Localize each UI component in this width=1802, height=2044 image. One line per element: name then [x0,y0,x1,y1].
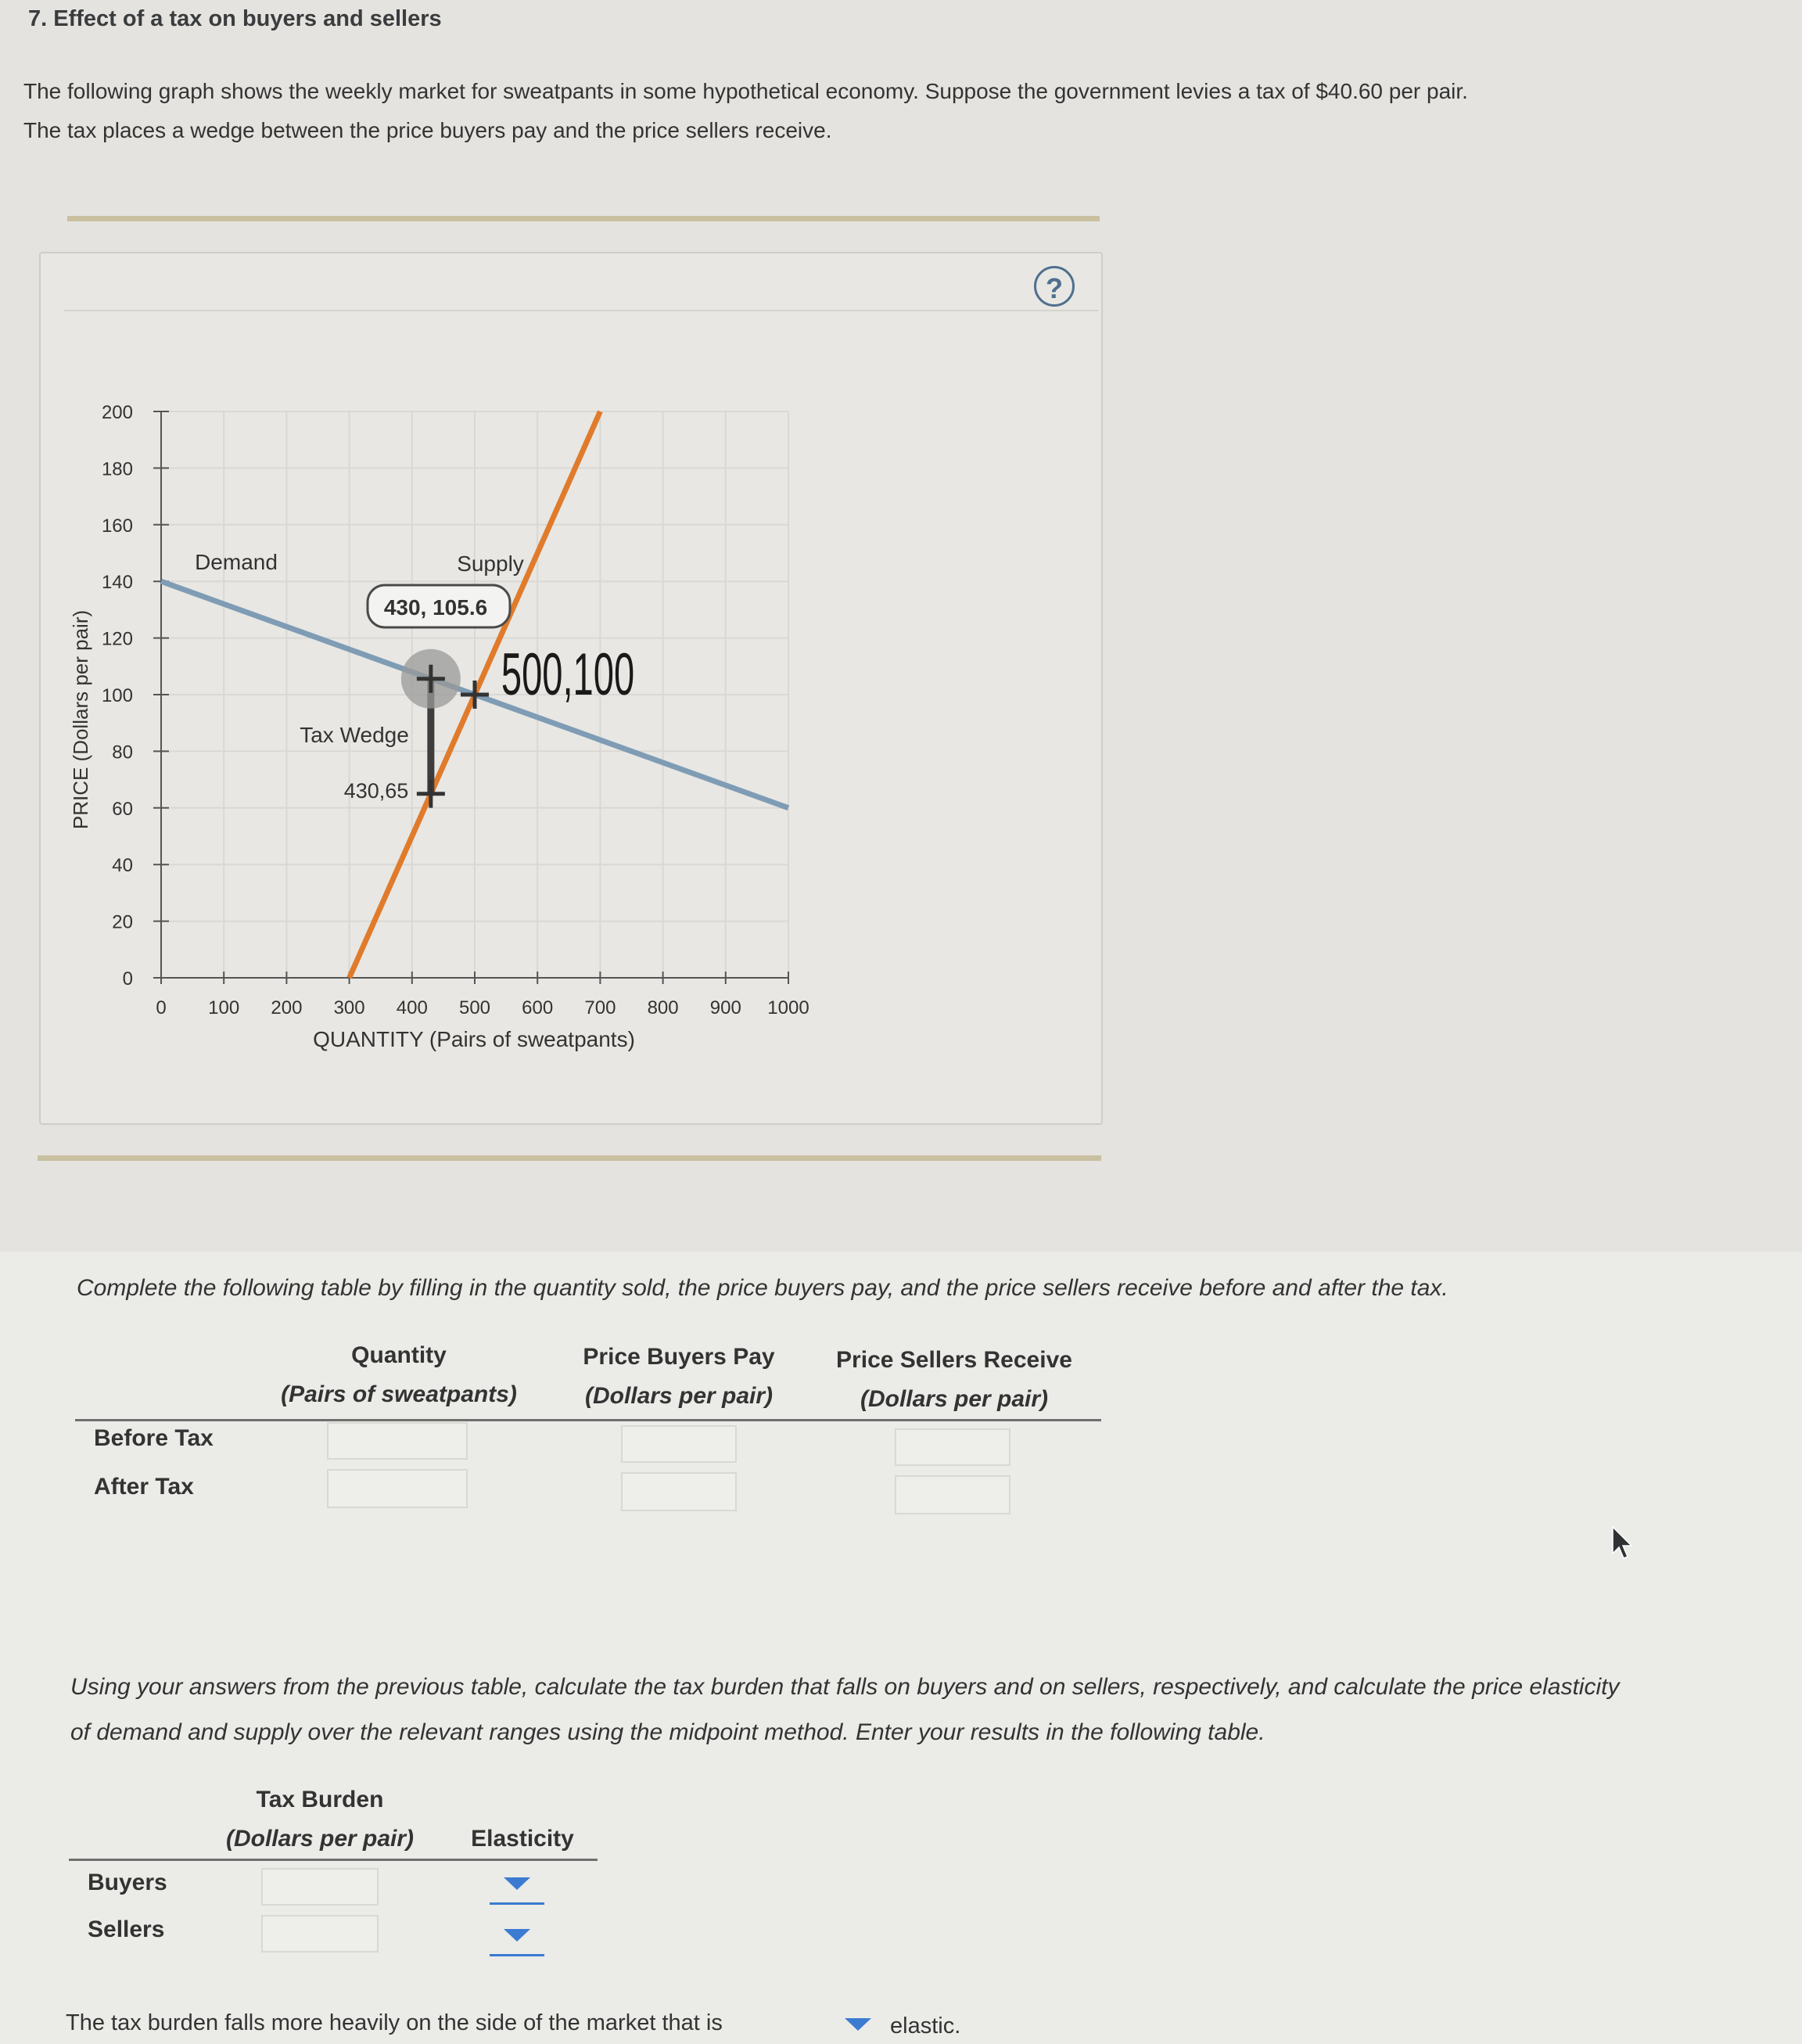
table2-instruction-line1: Using your answers from the previous table, calculate the tax burden that falls on buyers and on sellers, respectively, and calculate the price elasticity [70,1674,1620,1700]
dropdown-arrow-icon [504,1929,530,1942]
table2-header-tax-burden [199,1780,441,1858]
header-sellers-receive-line2: (Dollars per pair) [860,1385,1049,1412]
x-tick-label: 300 [333,997,365,1018]
y-tick-label: 80 [112,742,133,763]
final-statement-prefix: The tax burden falls more heavily on the side of the market that is [66,2010,723,2035]
dropdown-arrow-icon [845,2018,871,2031]
y-tick-label: 0 [122,968,133,990]
before-tax-quantity-input[interactable] [327,1422,468,1460]
before-tax-sellers-receive-input[interactable] [895,1428,1010,1466]
y-tick-label: 200 [101,402,133,423]
y-tick-label: 60 [112,798,133,820]
y-axis-label: PRICE (Dollars per pair) [69,609,92,830]
help-icon[interactable]: ? [1034,266,1075,307]
sellers-elasticity-dropdown[interactable] [490,1929,544,1960]
bottom-point-label: 430,65 [343,779,409,803]
final-statement-suffix: elastic. [890,2013,961,2039]
question-title: 7. Effect of a tax on buyers and sellers [28,6,442,31]
table1-header-quantity [258,1336,540,1414]
table2-header-elasticity: Elasticity [471,1826,574,1852]
handwritten-note: 500,100 [501,641,635,708]
equilibrium-point-marker [461,681,489,709]
bottom-point-marker [417,780,445,808]
header-quantity-line1: Quantity [351,1342,447,1368]
x-tick-label: 1000 [767,997,809,1018]
demand-label: Demand [195,550,278,574]
x-tick-label: 900 [709,997,741,1018]
y-tick-label: 100 [101,685,133,706]
row-after-tax: After Tax [94,1474,194,1500]
x-tick-label: 400 [396,997,428,1018]
after-tax-quantity-input[interactable] [327,1469,468,1508]
tax-wedge-label: Tax Wedge [300,723,409,747]
before-tax-buyers-pay-input[interactable] [621,1425,737,1463]
header-sellers-receive-line1: Price Sellers Receive [836,1347,1072,1373]
x-tick-label: 200 [271,997,303,1018]
bottom-divider [38,1155,1101,1161]
header-buyers-pay-line1: Price Buyers Pay [583,1344,775,1370]
table1-header-buyers-pay [562,1338,796,1415]
y-tick-label: 40 [112,855,133,877]
sellers-tax-burden-input[interactable] [261,1915,379,1952]
table1-header-sellers-receive [813,1341,1095,1418]
dropdown-arrow-icon [504,1877,530,1890]
tooltip-text: 430, 105.6 [383,595,488,620]
table2-instruction-line2: of demand and supply over the relevant ranges using the midpoint method. Enter your results in the following table. [70,1719,1265,1745]
y-tick-label: 20 [112,911,133,933]
tooltip-point-label [368,585,510,627]
mouse-cursor-icon [1610,1525,1633,1560]
buyers-tax-burden-input[interactable] [261,1868,379,1906]
x-tick-label: 500 [458,997,491,1018]
row-sellers: Sellers [88,1916,165,1942]
x-tick-label: 800 [647,997,679,1018]
x-tick-label: 700 [584,997,616,1018]
table1-header-rule [75,1419,1101,1421]
row-buyers: Buyers [88,1870,167,1895]
after-tax-sellers-receive-input[interactable] [895,1475,1010,1514]
header-quantity-line2: (Pairs of sweatpants) [281,1381,517,1407]
y-tick-label: 120 [101,628,133,650]
supply-label: Supply [457,551,524,576]
row-before-tax: Before Tax [94,1425,214,1451]
header-tax-burden-line2: (Dollars per pair) [225,1825,415,1852]
buyers-elasticity-dropdown[interactable] [490,1877,544,1909]
table2-header-rule [69,1859,598,1861]
y-tick-label: 180 [101,458,133,480]
x-tick-label: 100 [208,997,240,1018]
tick-labels [102,402,809,1018]
header-buyers-pay-line2: (Dollars per pair) [584,1382,774,1409]
header-tax-burden-line1: Tax Burden [256,1787,384,1812]
x-axis-label: QUANTITY (Pairs of sweatpants) [313,1027,635,1051]
y-tick-label: 160 [101,515,133,537]
x-tick-label: 0 [156,997,167,1018]
x-tick-label: 600 [522,997,554,1018]
intro-line-2: The tax places a wedge between the price buyers pay and the price sellers receive. [23,118,832,142]
after-tax-buyers-pay-input[interactable] [621,1472,737,1511]
intro-line-1: The following graph shows the weekly market for sweatpants in some hypothetical economy. Suppose the government levies a tax of $40.60 per pair. [23,79,1468,103]
table1-instruction: Complete the following table by filling in the quantity sold, the price buyers pay, and the price sellers receive before and after the tax. [77,1275,1448,1301]
final-statement-dropdown[interactable] [845,2018,873,2037]
y-tick-label: 140 [101,572,133,594]
